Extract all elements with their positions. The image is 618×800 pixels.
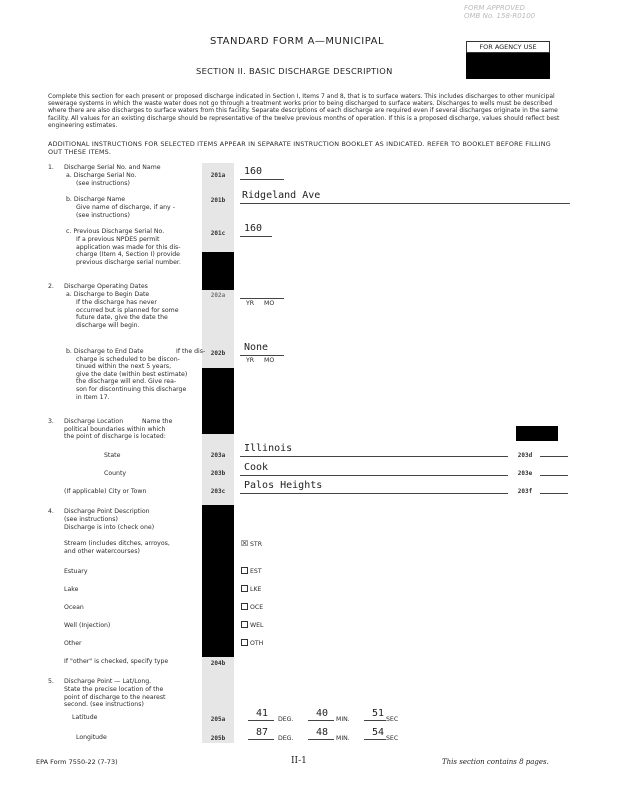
underline-201b bbox=[240, 203, 570, 204]
previous-serial-no: 160 bbox=[244, 223, 263, 234]
end-date-value: None bbox=[244, 342, 269, 353]
county-value: Cook bbox=[244, 462, 269, 473]
additional-instructions: ADDITIONAL INSTRUCTIONS FOR SELECTED ITEMS APPEAR IN SEPARATE INSTRUCTION BOOKLET AS INDICATED. REFER TO BOOKLET BEFORE FILLING OUT THESE ITEMS. bbox=[48, 140, 551, 156]
long-deg-label: DEG. bbox=[278, 735, 294, 742]
redaction-4 bbox=[202, 505, 234, 657]
long-deg: 87 bbox=[256, 727, 269, 738]
underline-long-min bbox=[308, 739, 334, 740]
item4-title: Discharge Point Description bbox=[64, 508, 150, 515]
long-sec-label: SEC bbox=[386, 735, 399, 742]
underline-201c bbox=[240, 236, 272, 237]
redaction-2 bbox=[202, 368, 234, 434]
underline-203f bbox=[540, 493, 568, 494]
item1b-sub: Give name of discharge, if any - (see instructions) bbox=[76, 204, 175, 219]
code-205a: 205a bbox=[210, 716, 226, 723]
checkbox-ocean[interactable] bbox=[241, 603, 248, 610]
longitude-label: Longitude bbox=[76, 734, 107, 741]
item2a-label: a. Discharge to Begin Date bbox=[66, 291, 150, 298]
code-201b: 201b bbox=[210, 197, 226, 204]
option-other-label: Other bbox=[64, 640, 82, 647]
item1c-sub: If a previous NPDES permit application was made for this dis- charge (Item 4, Section I) provide previous discharge serial number. bbox=[76, 236, 181, 266]
item2b-sub: If the dis- charge is scheduled to be discon- tinued within the next 5 years, give the date (within best estimate) the discharge will end. Give rea- son for discontinuing this discharge in Item 17. bbox=[76, 348, 206, 401]
checked-box-icon[interactable]: ☒ bbox=[241, 539, 249, 548]
underline-203d bbox=[540, 456, 568, 457]
city-label: (If applicable) City or Town bbox=[64, 488, 147, 495]
agency-use-label: FOR AGENCY USE bbox=[479, 43, 537, 51]
code-203d: 203d bbox=[517, 452, 533, 459]
lat-sec: 51 bbox=[372, 708, 385, 719]
redaction-agency bbox=[466, 53, 550, 79]
option-ocean-code: OCE bbox=[250, 604, 264, 611]
checkbox-lake[interactable] bbox=[241, 585, 248, 592]
form-title: STANDARD FORM A—MUNICIPAL bbox=[210, 36, 385, 47]
underline-202a bbox=[240, 298, 284, 299]
code-202a: 202a bbox=[210, 292, 226, 299]
option-estuary-label: Estuary bbox=[64, 568, 88, 575]
discharge-name: Ridgeland Ave bbox=[242, 190, 321, 201]
page-number: II-1 bbox=[291, 756, 307, 766]
item2a-sub: If the discharge has never occurred but is planned for some future date, give the date the discharge will begin. bbox=[76, 299, 179, 329]
code-203a: 203a bbox=[210, 452, 226, 459]
section-page-note: This section contains 8 pages. bbox=[442, 758, 549, 766]
item1b-label: b. Discharge Name bbox=[66, 196, 126, 203]
approval-line-1: FORM APPROVED bbox=[464, 4, 525, 12]
form-number: EPA Form 7550-22 (7-73) bbox=[36, 758, 118, 766]
long-min-label: MIN. bbox=[336, 735, 350, 742]
code-203e: 203e bbox=[517, 470, 533, 477]
underline-lat-deg bbox=[248, 720, 274, 721]
long-sec: 54 bbox=[372, 727, 385, 738]
checkbox-estuary[interactable] bbox=[241, 567, 248, 574]
other-specify-label: If "other" is checked, specify type bbox=[64, 658, 169, 665]
code-205b: 205b bbox=[210, 735, 226, 742]
latitude-label: Latitude bbox=[72, 714, 98, 721]
underline-203c bbox=[240, 493, 508, 494]
underline-203a bbox=[240, 456, 508, 457]
underline-lat-min bbox=[308, 720, 334, 721]
code-201c: 201c bbox=[210, 230, 226, 237]
option-estuary-code: EST bbox=[250, 568, 262, 575]
state-value: Illinois bbox=[244, 443, 293, 454]
item5-sub: State the precise location of the point of discharge to the nearest second. (see instructions) bbox=[64, 686, 166, 709]
item3-sub: Name the political boundaries within which the point of discharge is located: bbox=[64, 418, 173, 441]
option-well-label: Well (Injection) bbox=[64, 622, 111, 629]
item2b-mo: MO bbox=[264, 357, 275, 364]
underline-lat-sec bbox=[364, 720, 386, 721]
underline-201a bbox=[240, 179, 284, 180]
lat-min: 40 bbox=[316, 708, 329, 719]
item4-sub: (see instructions) Discharge is into (check one) bbox=[64, 516, 155, 531]
checkbox-well[interactable] bbox=[241, 621, 248, 628]
option-well-code: WEL bbox=[250, 622, 264, 629]
lat-deg: 41 bbox=[256, 708, 269, 719]
option-stream-code: STR bbox=[250, 541, 263, 548]
underline-long-sec bbox=[364, 739, 386, 740]
code-201a: 201a bbox=[210, 172, 226, 179]
item5-title: Discharge Point — Lat/Long. bbox=[64, 678, 152, 685]
lat-min-label: MIN. bbox=[336, 716, 350, 723]
code-203b: 203b bbox=[210, 470, 226, 477]
section-title: SECTION II. BASIC DISCHARGE DESCRIPTION bbox=[196, 66, 393, 76]
city-value: Palos Heights bbox=[244, 480, 323, 491]
option-stream-label: Stream (includes ditches, arroyos, and other watercourses) bbox=[64, 540, 170, 555]
item1a-sub: (see instructions) bbox=[76, 180, 130, 187]
state-label: State bbox=[104, 452, 121, 459]
option-ocean-label: Ocean bbox=[64, 604, 84, 611]
item4-number: 4. bbox=[48, 508, 54, 515]
redaction-3 bbox=[516, 426, 558, 441]
item2a-yr: YR bbox=[246, 300, 255, 307]
item1-number: 1. bbox=[48, 164, 54, 171]
approval-stamp bbox=[464, 4, 584, 20]
item2-number: 2. bbox=[48, 283, 54, 290]
redaction-1 bbox=[202, 252, 234, 290]
underline-203e bbox=[540, 475, 568, 476]
checkbox-other[interactable] bbox=[241, 639, 248, 646]
option-other-code: OTH bbox=[250, 640, 264, 647]
item1c-label: c. Previous Discharge Serial No. bbox=[66, 228, 165, 235]
item2a-mo: MO bbox=[264, 300, 275, 307]
lat-sec-label: SEC bbox=[386, 716, 399, 723]
discharge-serial-no: 160 bbox=[244, 166, 263, 177]
code-203c: 203c bbox=[210, 488, 226, 495]
county-label: County bbox=[104, 470, 127, 477]
code-203f: 203f bbox=[517, 488, 533, 495]
option-lake-code: LKE bbox=[250, 586, 262, 593]
item2b-yr: YR bbox=[246, 357, 255, 364]
option-lake-label: Lake bbox=[64, 586, 79, 593]
item5-number: 5. bbox=[48, 678, 54, 685]
code-202b: 202b bbox=[210, 350, 226, 357]
item3-title: Discharge Location bbox=[64, 418, 124, 425]
long-min: 48 bbox=[316, 727, 329, 738]
intro-paragraph: Complete this section for each present or proposed discharge indicated in Section I, Items 7 and 8, that is to surface waters. This includes discharges to other municipal sewerage systems in which the waste water does not go through a treatment works prior to being discharged to surface waters. Discharges to wells must be described where there are also discharges to surface waters from this facility. Separate descriptions of each discharge are required even if several discharges originate in the same facility. All values for an existing discharge should be representative of the twelve previous months of operation. If this is a proposed discharge, values should reflect best engineering estimates. bbox=[48, 93, 560, 129]
underline-long-deg bbox=[248, 739, 274, 740]
approval-line-2: OMB No. 158-R0100 bbox=[464, 12, 536, 20]
item2-title: Discharge Operating Dates bbox=[64, 283, 148, 290]
item1a-label: a. Discharge Serial No. bbox=[66, 172, 137, 179]
underline-202b bbox=[240, 355, 284, 356]
lat-deg-label: DEG. bbox=[278, 716, 294, 723]
underline-203b bbox=[240, 475, 508, 476]
item3-number: 3. bbox=[48, 418, 54, 425]
agency-use-box bbox=[466, 41, 550, 53]
item2b-label: b. Discharge to End Date bbox=[66, 348, 144, 355]
item1-title: Discharge Serial No. and Name bbox=[64, 164, 161, 171]
code-204b: 204b bbox=[210, 660, 226, 667]
